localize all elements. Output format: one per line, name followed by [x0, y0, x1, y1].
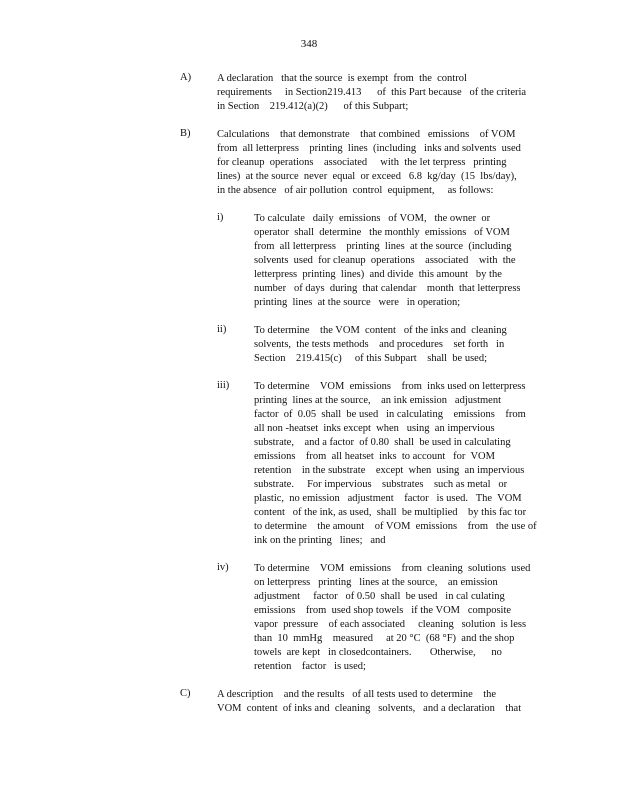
- text-line: to determine the amount of VOM emissions from the use of: [254, 521, 537, 532]
- text-line: VOM content of inks and cleaning solvents, and a declaration that: [217, 703, 522, 714]
- item-c-label: C): [180, 688, 191, 699]
- subitem-iii-label: iii): [217, 380, 230, 391]
- text-line: To determine VOM emissions from inks used on letterpress: [254, 381, 526, 392]
- text-line: in the absence of air pollution control equipment, as follows:: [217, 185, 494, 196]
- text-line: printing lines at the source were in operation;: [254, 297, 461, 308]
- text-line: factor of 0.05 shall be used in calculating emissions from: [254, 409, 526, 420]
- text-line: A declaration that the source is exempt from the control: [217, 73, 467, 84]
- text-line: To determine the VOM content of the inks and cleaning: [254, 325, 507, 336]
- text-line: content of the ink, as used, shall be multiplied by this fac tor: [254, 507, 527, 518]
- text-line: towels are kept in closedcontainers. Otherwise, no: [254, 647, 502, 658]
- text-line: Calculations that demonstrate that combined emissions of VOM: [217, 129, 516, 140]
- text-line: adjustment factor of 0.50 shall be used in cal culating: [254, 591, 505, 602]
- subitem-i-text: [254, 212, 521, 310]
- text-line: retention factor is used;: [254, 661, 366, 672]
- text-line: retention in the substrate except when using an impervious: [254, 465, 525, 476]
- text-line: To determine VOM emissions from cleaning solutions used: [254, 563, 531, 574]
- page-number: 348: [300, 38, 318, 50]
- text-line: emissions from all heatset inks to account for VOM: [254, 451, 495, 462]
- subitem-iv-text: [254, 562, 530, 674]
- text-line: lines) at the source never equal or exceed 6.8 kg/day (15 lbs/day),: [217, 171, 517, 182]
- text-line: Section 219.415(c) of this Subpart shall be used;: [254, 353, 488, 364]
- text-line: solvents used for cleanup operations associated with the: [254, 255, 516, 266]
- text-line: number of days during that calendar month that letterpress: [254, 283, 521, 294]
- item-b-text: [217, 128, 521, 198]
- text-line: operator shall determine the monthly emissions of VOM: [254, 227, 510, 238]
- text-line: for cleanup operations associated with the let terpress printing: [217, 157, 507, 168]
- text-line: solvents, the tests methods and procedures set forth in: [254, 339, 505, 350]
- text-line: letterpress printing lines) and divide this amount by the: [254, 269, 502, 280]
- text-line: A description and the results of all tests used to determine the: [217, 689, 497, 700]
- subitem-ii-text: [254, 324, 507, 366]
- text-line: vapor pressure of each associated cleaning solution is less: [254, 619, 527, 630]
- text-line: on letterpress printing lines at the source, an emission: [254, 577, 498, 588]
- item-a-label: A): [180, 72, 192, 83]
- item-b-label: B): [180, 128, 191, 139]
- subitem-ii-label: ii): [217, 324, 227, 335]
- item-a-text: [217, 72, 526, 114]
- text-line: all non -heatset inks except when using an impervious: [254, 423, 495, 434]
- text-line: substrate. For impervious substrates such as metal or: [254, 479, 508, 490]
- text-line: from all letterpress printing lines at the source (including: [254, 241, 512, 252]
- text-line: emissions from used shop towels if the VOM composite: [254, 605, 512, 616]
- text-line: than 10 mmHg measured at 20 °C (68 °F) and the shop: [254, 633, 515, 644]
- subitem-iii-text: [254, 380, 537, 548]
- text-line: To calculate daily emissions of VOM, the owner or: [254, 213, 491, 224]
- text-line: in Section 219.412(a)(2) of this Subpart;: [217, 101, 409, 112]
- subitem-iv-label: iv): [217, 562, 229, 573]
- text-line: printing lines at the source, an ink emission adjustment: [254, 395, 502, 406]
- item-c-text: [217, 688, 521, 716]
- text-line: requirements in Section219.413 of this Part because of the criteria: [217, 87, 527, 98]
- text-line: from all letterpress printing lines (including inks and solvents used: [217, 143, 521, 154]
- subitem-i-label: i): [217, 212, 224, 223]
- text-line: substrate, and a factor of 0.80 shall be used in calculating: [254, 437, 511, 448]
- text-line: plastic, no emission adjustment factor is used. The VOM: [254, 493, 522, 504]
- text-line: ink on the printing lines; and: [254, 535, 386, 546]
